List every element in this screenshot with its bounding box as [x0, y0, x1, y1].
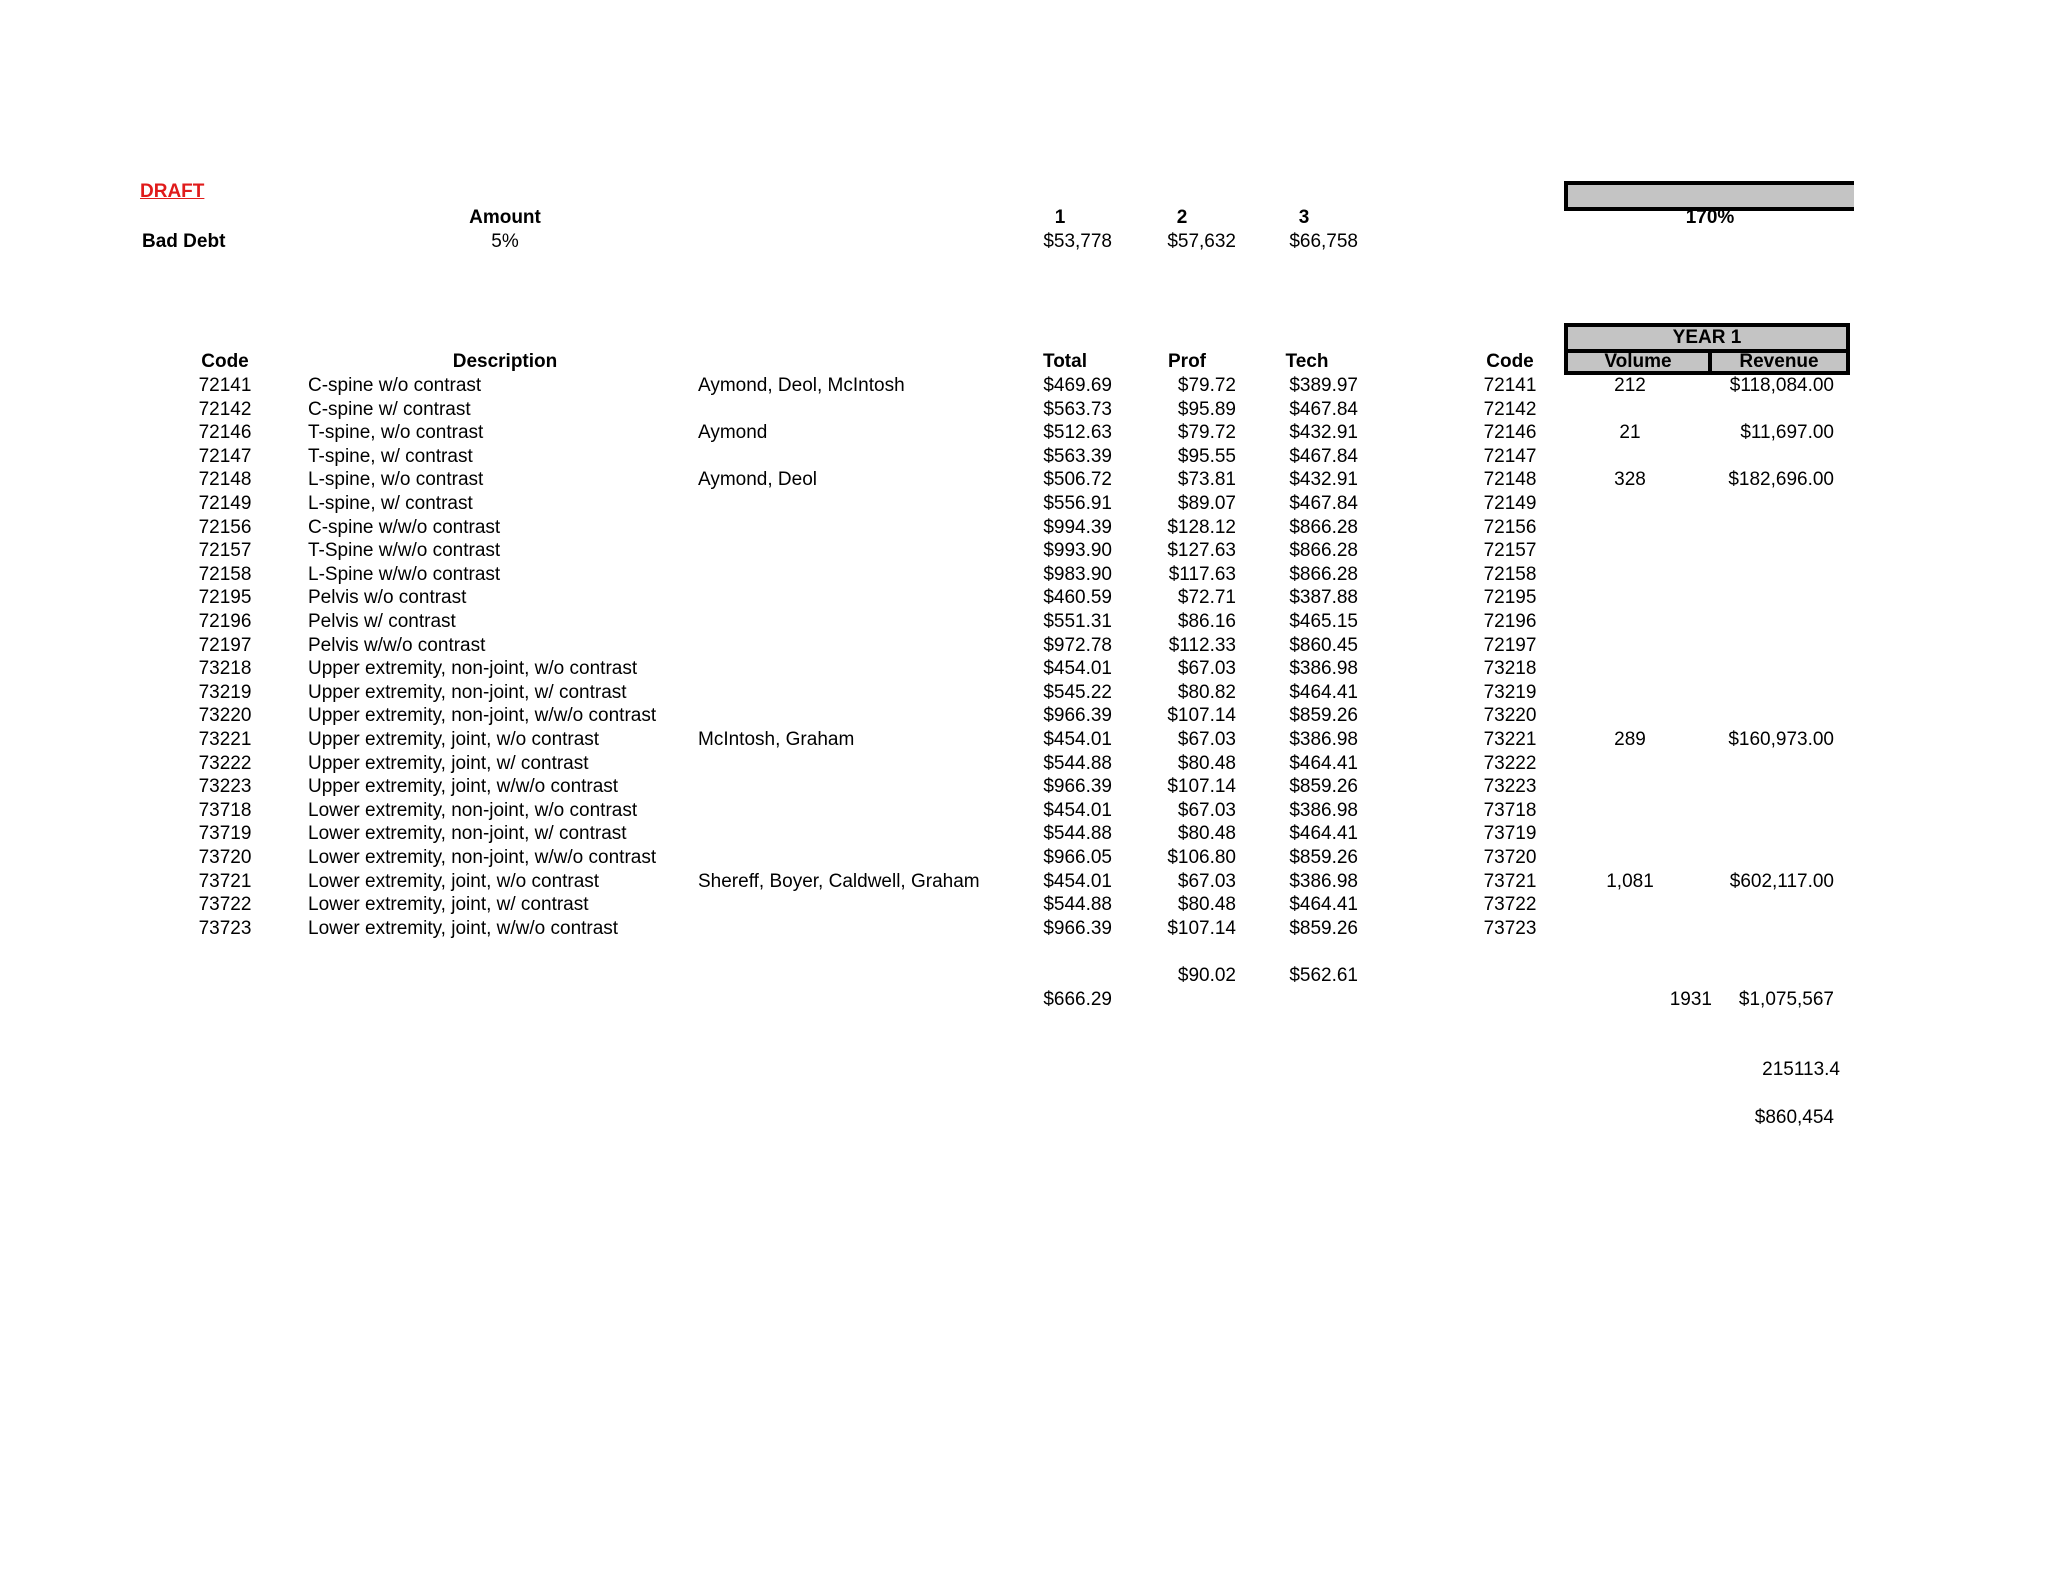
table-row [0, 893, 2048, 917]
table-row [0, 610, 2048, 634]
row-code: 72147 [198, 445, 252, 467]
table-row [0, 563, 2048, 587]
row-description: L-Spine w/w/o contrast [308, 563, 501, 585]
table-row [0, 704, 2048, 728]
row-total: $469.69 [1043, 375, 1112, 396]
row-code: 73221 [198, 729, 252, 750]
row-total: $454.01 [1043, 658, 1112, 680]
row-tech: $464.41 [1289, 823, 1358, 845]
row-description: C-spine w/ contrast [308, 398, 471, 420]
row-volume: 289 [1614, 729, 1646, 750]
row-tech: $859.26 [1289, 776, 1358, 798]
row-description: Upper extremity, non-joint, w/ contrast [308, 681, 627, 703]
row-code: 73218 [198, 658, 252, 680]
code-header: Code [201, 351, 249, 372]
row-volume: 328 [1614, 469, 1646, 491]
row-prof: $79.72 [1177, 422, 1236, 444]
table-row [0, 799, 2048, 823]
row-tech: $432.91 [1289, 469, 1358, 491]
row-prof: $79.72 [1177, 375, 1236, 396]
table-row [0, 870, 2048, 894]
row-prof: $89.07 [1177, 493, 1236, 514]
row-prof: $73.81 [1177, 469, 1236, 491]
row-code: 72195 [198, 587, 252, 609]
prof-header: Prof [1168, 351, 1206, 372]
row-total: $966.39 [1043, 776, 1112, 798]
row-code: 72158 [198, 563, 252, 585]
row-total: $460.59 [1043, 587, 1112, 609]
row-tech: $464.41 [1289, 752, 1358, 774]
table-row [0, 822, 2048, 846]
row-total: $544.88 [1043, 823, 1112, 845]
row-revenue: $182,696.00 [1728, 469, 1834, 491]
table-row [0, 681, 2048, 705]
row-tech: $866.28 [1289, 516, 1358, 538]
row-description: Upper extremity, joint, w/ contrast [308, 752, 589, 774]
row-code: 73719 [198, 823, 252, 845]
row-tech: $866.28 [1289, 563, 1358, 585]
table-row [0, 445, 2048, 469]
summary-figure-a: 215113.4 [1762, 1059, 1840, 1080]
row-tech: $859.26 [1289, 705, 1358, 727]
row-description: Lower extremity, joint, w/ contrast [308, 894, 589, 916]
table-row [0, 586, 2048, 610]
row-prof: $67.03 [1177, 729, 1236, 750]
bad-debt-percent: 5% [491, 231, 519, 252]
row-prof: $95.89 [1177, 398, 1236, 420]
revenue-header: Revenue [1739, 351, 1819, 372]
code2-header: Code [1486, 351, 1534, 372]
row-tech: $386.98 [1289, 799, 1358, 821]
bad-debt-label: Bad Debt [142, 231, 226, 252]
row-tech: $860.45 [1289, 634, 1358, 656]
bad-debt-year-1: $53,778 [1043, 231, 1112, 252]
row-description: Lower extremity, joint, w/o contrast [308, 870, 600, 892]
table-row [0, 634, 2048, 658]
total-header: Total [1043, 351, 1087, 372]
row-total: $994.39 [1043, 516, 1112, 538]
average-total: $666.29 [1043, 989, 1112, 1010]
row-total: $563.39 [1043, 445, 1112, 467]
row-total: $544.88 [1043, 752, 1112, 774]
row-providers: Aymond, Deol [698, 469, 817, 491]
row-code: 73222 [198, 752, 252, 774]
table-row [0, 728, 2048, 752]
row-code: 72148 [198, 469, 252, 491]
row-prof: $107.14 [1167, 776, 1236, 798]
year-1-label: YEAR 1 [1672, 327, 1742, 348]
percent-label: 170% [1685, 207, 1735, 228]
row-code2: 73723 [1483, 917, 1537, 939]
row-tech: $464.41 [1289, 681, 1358, 703]
row-providers: Shereff, Boyer, Caldwell, Graham [698, 870, 980, 892]
row-total: $506.72 [1043, 469, 1112, 491]
row-total: $966.05 [1043, 847, 1112, 868]
table-row [0, 917, 2048, 941]
row-tech: $467.84 [1289, 493, 1358, 514]
row-code2: 73222 [1483, 752, 1537, 774]
row-volume: 212 [1614, 375, 1646, 396]
row-prof: $107.14 [1167, 705, 1236, 727]
row-total: $545.22 [1043, 681, 1112, 703]
row-code: 73721 [198, 870, 252, 892]
total-volume: 1931 [1669, 989, 1712, 1010]
row-code2: 73223 [1483, 776, 1537, 798]
row-code: 72197 [198, 634, 252, 656]
row-prof: $80.48 [1177, 823, 1236, 845]
row-code: 72196 [198, 611, 252, 632]
row-code: 72142 [198, 398, 252, 420]
row-description: Upper extremity, non-joint, w/o contrast [308, 658, 638, 680]
row-code: 73220 [198, 705, 252, 727]
row-prof: $112.33 [1168, 634, 1236, 656]
row-code2: 72148 [1483, 469, 1537, 491]
row-tech: $386.98 [1289, 729, 1358, 750]
row-prof: $106.80 [1167, 847, 1236, 868]
row-description: Lower extremity, non-joint, w/w/o contrast [308, 847, 657, 868]
row-code2: 73221 [1483, 729, 1537, 750]
row-code2: 72157 [1483, 540, 1537, 562]
row-description: Pelvis w/ contrast [308, 611, 456, 632]
row-description: Pelvis w/o contrast [308, 587, 467, 609]
row-code2: 72149 [1483, 493, 1537, 514]
total-revenue: $1,075,567 [1738, 989, 1834, 1010]
row-prof: $80.48 [1177, 894, 1236, 916]
row-code: 72149 [198, 493, 252, 514]
row-total: $563.73 [1043, 398, 1112, 420]
row-code2: 73721 [1483, 870, 1537, 892]
row-code2: 72156 [1483, 516, 1537, 538]
row-description: L-spine, w/o contrast [308, 469, 484, 491]
year-col-1: 1 [1054, 207, 1066, 228]
row-code2: 73722 [1483, 894, 1537, 916]
description-header: Description [452, 351, 558, 372]
row-code: 73219 [198, 681, 252, 703]
tech-header: Tech [1285, 351, 1329, 372]
row-code2: 72196 [1483, 611, 1537, 632]
row-tech: $387.88 [1289, 587, 1358, 609]
row-total: $983.90 [1043, 563, 1112, 585]
row-total: $966.39 [1043, 917, 1112, 939]
row-code: 73723 [198, 917, 252, 939]
row-total: $993.90 [1043, 540, 1112, 562]
row-description: Upper extremity, joint, w/w/o contrast [308, 776, 619, 798]
row-total: $556.91 [1043, 493, 1112, 514]
table-row [0, 846, 2048, 870]
row-total: $551.31 [1043, 611, 1112, 632]
row-description: Pelvis w/w/o contrast [308, 634, 486, 656]
row-prof: $80.82 [1177, 681, 1236, 703]
table-row [0, 775, 2048, 799]
row-prof: $80.48 [1177, 752, 1236, 774]
row-tech: $467.84 [1289, 445, 1358, 467]
row-description: Upper extremity, joint, w/o contrast [308, 729, 600, 750]
row-description: T-Spine w/w/o contrast [308, 540, 501, 562]
row-description: C-spine w/w/o contrast [308, 516, 501, 538]
row-code2: 73219 [1483, 681, 1537, 703]
row-revenue: $602,117.00 [1729, 870, 1834, 892]
row-code2: 72147 [1483, 445, 1537, 467]
row-tech: $467.84 [1289, 398, 1358, 420]
row-tech: $432.91 [1289, 422, 1358, 444]
table-row [0, 468, 2048, 492]
row-description: Lower extremity, non-joint, w/ contrast [308, 823, 627, 845]
row-total: $512.63 [1043, 422, 1112, 444]
row-tech: $386.98 [1289, 870, 1358, 892]
volume-header: Volume [1604, 351, 1672, 372]
row-code: 72141 [198, 375, 252, 396]
row-total: $972.78 [1043, 634, 1112, 656]
row-tech: $465.15 [1289, 611, 1358, 632]
row-tech: $859.26 [1289, 847, 1358, 868]
bad-debt-year-2: $57,632 [1167, 231, 1236, 252]
row-revenue: $11,697.00 [1740, 422, 1834, 444]
table-row [0, 374, 2048, 398]
table-row [0, 398, 2048, 422]
row-code2: 73720 [1483, 847, 1537, 868]
row-description: Upper extremity, non-joint, w/w/o contrast [308, 705, 657, 727]
row-code: 72156 [198, 516, 252, 538]
row-prof: $107.14 [1167, 917, 1236, 939]
row-total: $454.01 [1043, 729, 1112, 750]
table-row [0, 657, 2048, 681]
row-volume: 21 [1619, 422, 1641, 444]
row-code2: 72142 [1483, 398, 1537, 420]
row-code2: 73220 [1483, 705, 1537, 727]
row-total: $966.39 [1043, 705, 1112, 727]
row-tech: $464.41 [1289, 894, 1358, 916]
table-row [0, 421, 2048, 445]
row-code2: 72195 [1483, 587, 1537, 609]
row-volume: 1,081 [1606, 870, 1654, 892]
row-total: $454.01 [1043, 799, 1112, 821]
row-description: T-spine, w/ contrast [308, 445, 473, 467]
row-description: Lower extremity, joint, w/w/o contrast [308, 917, 619, 939]
table-row [0, 492, 2048, 516]
row-code: 73720 [198, 847, 252, 868]
row-code: 72146 [198, 422, 252, 444]
row-prof: $95.55 [1177, 445, 1236, 467]
row-prof: $67.03 [1177, 870, 1236, 892]
row-description: L-spine, w/ contrast [308, 493, 473, 514]
row-code2: 72197 [1483, 634, 1537, 656]
table-row [0, 516, 2048, 540]
row-description: T-spine, w/o contrast [308, 422, 484, 444]
row-prof: $67.03 [1177, 799, 1236, 821]
table-row [0, 539, 2048, 563]
row-providers: Aymond, Deol, McIntosh [698, 375, 905, 396]
row-total: $544.88 [1043, 894, 1112, 916]
year-col-3: 3 [1298, 207, 1310, 228]
row-code2: 72146 [1483, 422, 1537, 444]
row-code: 73722 [198, 894, 252, 916]
row-prof: $127.63 [1167, 540, 1236, 562]
row-tech: $866.28 [1289, 540, 1358, 562]
row-code2: 73718 [1483, 799, 1537, 821]
table-row [0, 752, 2048, 776]
row-code: 73223 [198, 776, 252, 798]
average-tech: $562.61 [1289, 965, 1358, 986]
row-code2: 72158 [1483, 563, 1537, 585]
row-code2: 72141 [1483, 375, 1537, 396]
row-prof: $128.12 [1167, 516, 1236, 538]
row-code2: 73719 [1483, 823, 1537, 845]
row-code2: 73218 [1483, 658, 1537, 680]
summary-figure-b: $860,454 [1754, 1107, 1834, 1128]
row-description: C-spine w/o contrast [308, 375, 482, 396]
row-prof: $117.63 [1168, 563, 1236, 585]
row-total: $454.01 [1043, 870, 1112, 892]
row-prof: $86.16 [1177, 611, 1236, 632]
row-revenue: $160,973.00 [1728, 729, 1834, 750]
row-code: 72157 [198, 540, 252, 562]
year-col-2: 2 [1176, 207, 1188, 228]
row-revenue: $118,084.00 [1729, 375, 1834, 396]
row-prof: $72.71 [1177, 587, 1236, 609]
average-prof: $90.02 [1177, 965, 1236, 986]
bad-debt-year-3: $66,758 [1289, 231, 1358, 252]
row-code: 73718 [198, 799, 252, 821]
row-providers: Aymond [698, 422, 768, 444]
row-tech: $389.97 [1289, 375, 1358, 396]
row-tech: $859.26 [1289, 917, 1358, 939]
amount-header: Amount [469, 207, 541, 228]
row-providers: McIntosh, Graham [698, 729, 855, 750]
row-tech: $386.98 [1289, 658, 1358, 680]
row-prof: $67.03 [1177, 658, 1236, 680]
draft-label: DRAFT [140, 181, 205, 202]
row-description: Lower extremity, non-joint, w/o contrast [308, 799, 638, 821]
